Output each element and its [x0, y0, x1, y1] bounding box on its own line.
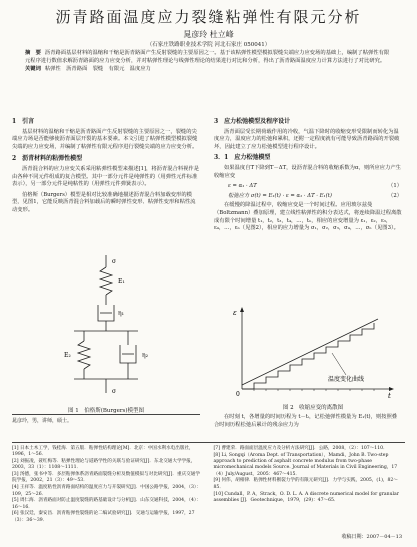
equation-2: [228, 193, 402, 201]
x-axis-label: t: [388, 392, 391, 400]
e2-label: E₂: [64, 352, 71, 359]
received-date: 收稿日期：2007－04－13: [341, 534, 402, 540]
sigma-label-top: σ: [112, 258, 117, 265]
section-2-title: 2 沥青材料的粘弹性模型: [12, 155, 83, 163]
section-1-paragraph: 基层材料的温缩和干缩是沥青路面产生反射裂缝的主要原因之一，裂缝的尖端应力场是否能够使沥青面层开裂的基本要素。本文引进了粘弹性模型模拟裂缝尖端的应力应变场，并编制了粘弹性有限元程序进行裂缝尖端的应力应变分析。: [12, 128, 198, 150]
reference-item: [4] 王祥等．温度粘性沥青路面结构的温度应力与开裂研究[J]．中国公路学报，2004，（3）：109，25～26．: [12, 485, 201, 497]
e1-label: E₁: [118, 278, 125, 285]
figure-2-caption: 图 2 收缩应变的离散图: [282, 405, 344, 411]
section-2-paragraph-2: 伯格斯（Burgers）模型是相对比较准确地描述沥青混合料加载变形的模型，见图1，它能反映沥青混合料加载后的瞬时弹性变形、粘弹性变形和粘性流动变形。: [12, 191, 196, 213]
series-label: 温度变化曲线: [328, 376, 365, 383]
equation-1: [228, 183, 402, 191]
spring-e2: [78, 341, 90, 369]
strain-discretization-figure: [228, 305, 398, 401]
reference-item: [10] Cundall，P. A，Strack，O. D. L. A. A discrete numerical model for granular assemblies [J]．Geotechnique，1979，(29)：47～65．: [213, 491, 399, 503]
spring-e1: [100, 267, 112, 295]
y-axis-label: ε: [233, 309, 237, 317]
section-3-1-title: 3．1 应力松弛模型: [214, 154, 271, 162]
abstract-block: [25, 50, 392, 73]
eta1-label: η₁: [118, 310, 124, 317]
continuation-paragraph: 在时刻 t，各增量的时间历程为 t－tᵢ，记松弛弹性模量为 E₁(t)，则按照叠合时间历程松弛后累计的残余应力为: [214, 414, 398, 428]
author-footnote: 晁彦玲，男，讲师，硕士。: [12, 414, 200, 424]
reference-item: [3] 汤德，张书中等．多层粘弹体系沥青路面裂缝分析及数值模拟与对比研究[J]．重庆交通学院学报，2002，21（3）：49～53．: [12, 472, 200, 484]
burgers-model-figure: [14, 253, 198, 405]
right-column-continuation: [214, 414, 402, 432]
series-label-leader: [332, 353, 346, 375]
reference-item: [1] 日本土木工学，钱桂海．第五版．粘弹性结构理论[M]．北京：中国水利水电出版社，1996，1～56．: [12, 446, 194, 458]
reference-item: [7] 曹建荣．路面面层温度应力及分析方法研究[J]．公路，2008，（2）：107～110．: [213, 446, 388, 451]
section-3-1-paragraph-2: 在缓慢的降温过程中，收缩应变是一个时间过程。应用玻尔兹曼（Boltzmann）叠加原理，建立线性粘弹性的积分表达式，将连续降温过程离散成有限个时间增量 t₁，t₂，t₃，t₄，…，tₙ，相应的应变增量为 ε₁，ε₂，ε₃，ε₄，…，εₙ（见图2），相应的应力增量为 σ₁，σ₂，σ₃，σ₄，…，σₙ（见图3）。: [214, 202, 402, 232]
equation-2-number: （2）: [388, 192, 402, 199]
references-left-column: [12, 446, 204, 525]
equation-1-body: ε = α₁ · ΔT: [228, 183, 257, 190]
paper-title: 沥青路面温度应力裂缝粘弹性有限元分析: [55, 8, 362, 26]
section-3-1-paragraph-1: 如果温度自T下降到T－ΔT，设沥青混合料的收缩系数为α，则所应应力产生收缩应变: [214, 164, 401, 179]
sigma-label-bottom: σ: [112, 388, 117, 395]
paper-authors: 晁彦玲 杜立峰: [183, 30, 234, 39]
section-3-paragraph: 沥青面层受长期荷载作用的冷收，气温下降时的收缩变形受限制而转化为温度应力，温度应力的松弛和累积，还附一定程度就有可能导致沥青路面的开裂破坏，因此建立了应力松弛模型进行程序设计。: [214, 128, 400, 150]
reference-item: [6] 张汉廷，秦安昌．沥青粘弹性裂缝的论二编试验研究[J]．交通与运输学报，1997，27（3）：36～39．: [12, 511, 195, 523]
reference-item: [8] Li, Songqi（Aroma Dept. of Transportation），Mamdi，John B. Two-step approach to prediction of asphalt concrete modulus from two-phase micromechanical models Source. Journal of Materials in Civil Engineering，17（4）July/August，2005：467～415．: [213, 452, 398, 477]
reference-item: [9] 何伟，胡相律．粘弹性材料断裂力学的有限元研究[J]．力学与实践，2005，(1)，82～85．: [213, 478, 398, 490]
origin-label: 0: [236, 391, 240, 398]
y-axis-arrow: [240, 307, 244, 312]
abstract-label: 摘 要: [25, 50, 41, 56]
references-right-column: [214, 446, 406, 525]
equation-2-body: 松弛应力 σ(t) = E₁(t) · ε = α₁ · ΔT · E₁(t): [228, 192, 332, 199]
paper-affiliation: （石家庄铁路职业技术学院 河北石家庄 050041）: [146, 42, 271, 48]
keywords-text: 粘弹性 沥青路面 裂缝 有限元 温度应力: [44, 65, 151, 72]
equation-1-number: （1）: [388, 183, 402, 190]
reference-item: [2] 刘振凌，聂红梅等．粘弹性理论与道路学性的关联与验证研究[J]．东北交通大学学报，2003，33（1）：1108～1111．: [12, 459, 196, 471]
references: [12, 442, 405, 525]
section-1-title: 1 引言: [12, 118, 35, 125]
eta2-label: η₂: [142, 352, 148, 359]
right-column: [214, 118, 402, 236]
abstract-text: 沥青路面基层材料的温缩和干缩是沥青路面产生反射裂缝的主要原因之一。基于该粘弹性模型模拟裂缝尖端应力应变场的基础上，编制了粘弹性有限元程序进行数值求解沥青路面的应力应变分析，并对粘弹性理论与线弹性理论的结果进行对比和分析，得出了沥青路面温度应力计算方法进行了对比研究。: [25, 50, 390, 64]
keywords-label: 关键词: [25, 65, 41, 72]
section-3-title: 3 应力松弛模型及程序设计: [214, 118, 291, 125]
section-2-paragraph-1: 沥青混合料的应力应变关系采用粘弹性模型来描述[1]，将沥青混合料视作是由各种不同元件组成的复合模型。其中一部分元件是纯弹性的（用弹性元件标准表示），另一部分元件是纯粘性的（用弹性元件弹簧表示）。: [12, 165, 200, 188]
x-axis-arrow: [389, 387, 394, 391]
figure-1-caption: 图 1 伯格斯(Burgers)模型图: [68, 408, 144, 414]
left-column: [12, 118, 200, 218]
reference-item: [5] 周仁海．沥青路面对防止温度裂缝的路基础设计与分析[J]．山东交通科技，2004，（4）：16～16．: [12, 498, 201, 510]
